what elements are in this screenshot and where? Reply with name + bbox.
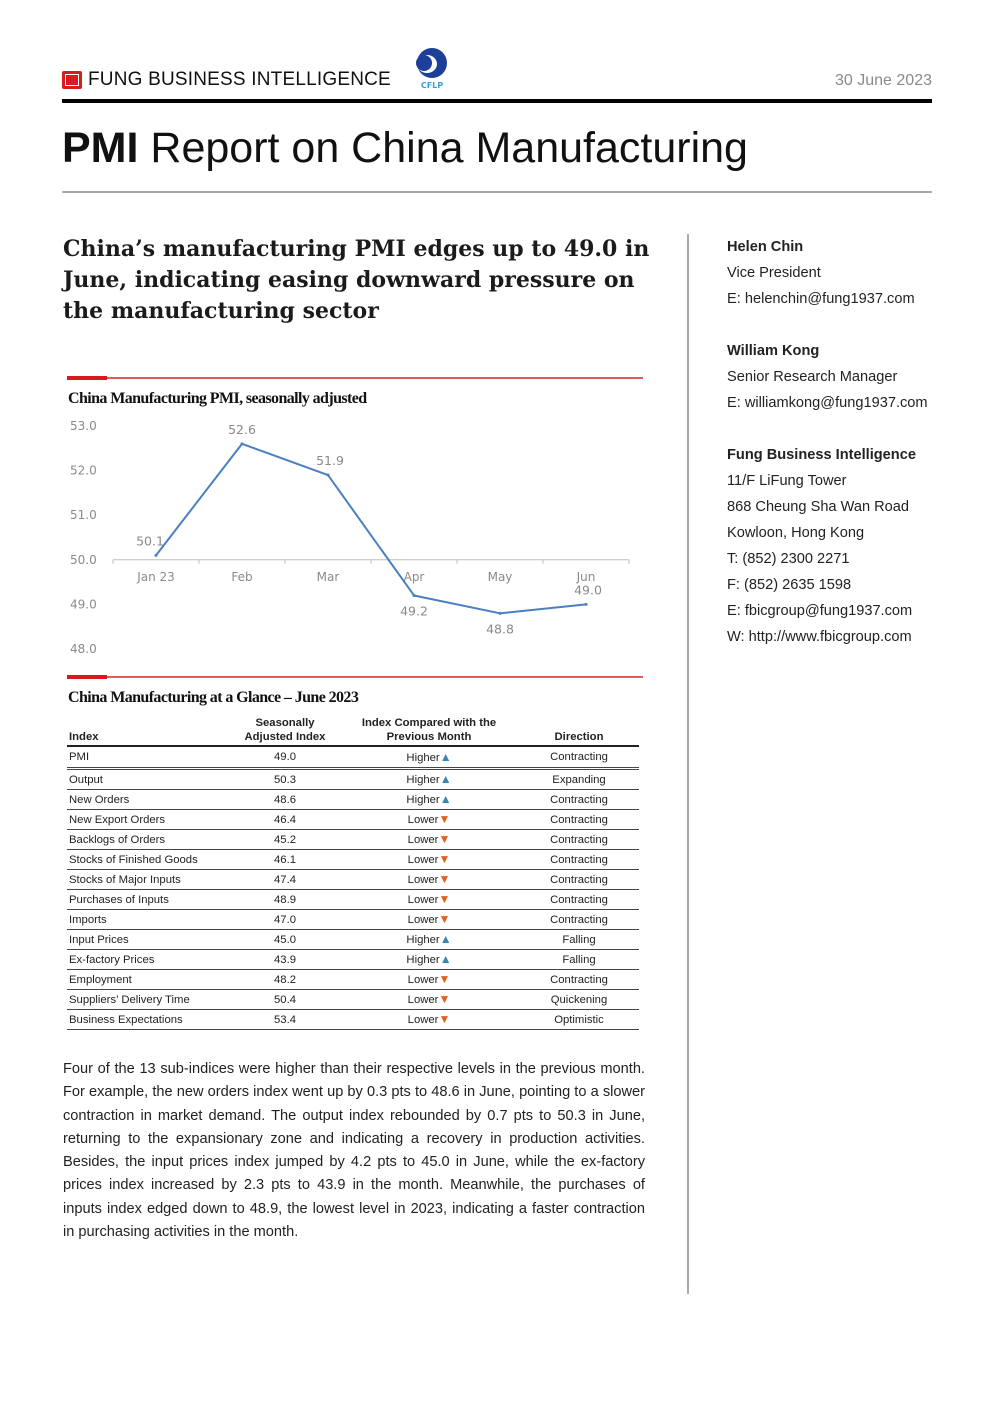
row-index-name: Input Prices — [67, 930, 231, 950]
row-direction: Contracting — [519, 870, 639, 890]
table-row — [67, 769, 639, 790]
contact-name: Fung Business Intelligence — [727, 447, 916, 463]
pmi-series — [136, 422, 602, 636]
data-label: 52.6 — [228, 421, 256, 437]
table-header-row — [67, 716, 639, 746]
arrow-up-icon: ▲ — [439, 749, 452, 764]
arrow-up-icon: ▲ — [439, 792, 452, 806]
data-label: 49.0 — [574, 582, 602, 598]
data-point — [499, 612, 502, 615]
contact-line: E: helenchin@fung1937.com — [727, 291, 915, 307]
data-point — [241, 442, 244, 445]
pmi-glance-table — [67, 716, 639, 1030]
row-direction: Expanding — [519, 769, 639, 790]
row-index-name: Ex-factory Prices — [67, 950, 231, 970]
contact-line: E: williamkong@fung1937.com — [727, 395, 928, 411]
row-value: 50.4 — [231, 990, 339, 1010]
contact-name: Helen Chin — [727, 239, 804, 255]
row-value: 47.4 — [231, 870, 339, 890]
col-compare-header-line2: Previous Month — [386, 731, 472, 743]
row-direction: Falling — [519, 930, 639, 950]
row-value: 46.1 — [231, 850, 339, 870]
row-compare — [339, 970, 519, 990]
row-index-name: Purchases of Inputs — [67, 890, 231, 910]
row-compare — [339, 850, 519, 870]
row-value: 48.9 — [231, 890, 339, 910]
row-direction: Contracting — [519, 970, 639, 990]
col-compare-header — [339, 716, 519, 746]
pmi-line-chart — [66, 415, 646, 670]
x-tick-label: Apr — [403, 569, 425, 584]
table-row — [67, 990, 639, 1010]
row-index-name: Stocks of Finished Goods — [67, 850, 231, 870]
row-direction: Contracting — [519, 850, 639, 870]
row-index-name: Imports — [67, 910, 231, 930]
row-compare-text: Higher — [406, 934, 440, 946]
row-compare — [339, 830, 519, 850]
row-index-name: New Export Orders — [67, 810, 231, 830]
row-index-name: Employment — [67, 970, 231, 990]
col-sa-header-line2: Adjusted Index — [244, 731, 326, 743]
arrow-down-icon: ▼ — [438, 992, 451, 1006]
data-label: 51.9 — [316, 453, 344, 469]
col-sa-header-line1: Seasonally — [255, 717, 315, 729]
y-tick-label: 53.0 — [70, 419, 97, 433]
x-tick-label: Mar — [316, 569, 340, 584]
page-title — [62, 124, 748, 173]
row-compare — [339, 746, 519, 769]
row-index-name: Output — [67, 769, 231, 790]
row-direction: Contracting — [519, 810, 639, 830]
table-row — [67, 850, 639, 870]
table-row — [67, 930, 639, 950]
table-row — [67, 830, 639, 850]
contact-line: Vice President — [727, 265, 821, 281]
header-rule — [62, 99, 932, 103]
row-compare-text: Lower — [407, 814, 439, 826]
arrow-up-icon: ▲ — [439, 772, 452, 786]
page-title-bold: PMI — [62, 124, 139, 172]
row-compare-text: Lower — [407, 874, 439, 886]
row-compare-text: Higher — [406, 954, 440, 966]
row-compare — [339, 810, 519, 830]
x-tick-label: Feb — [231, 569, 253, 584]
fung-logo-icon — [62, 71, 82, 89]
title-rule — [62, 191, 932, 193]
table-row — [67, 1010, 639, 1030]
row-index-name: Business Expectations — [67, 1010, 231, 1030]
arrow-down-icon: ▼ — [438, 812, 451, 826]
row-compare-text: Higher — [406, 751, 440, 764]
chart-section-accent — [67, 376, 107, 380]
arrow-up-icon: ▲ — [439, 932, 452, 946]
row-value: 50.3 — [231, 769, 339, 790]
pmi-series-line — [156, 444, 586, 613]
y-tick-label: 50.0 — [70, 552, 97, 567]
row-compare — [339, 1010, 519, 1030]
column-divider — [687, 234, 689, 1294]
data-point — [327, 474, 330, 477]
row-compare-text: Lower — [407, 974, 439, 986]
x-tick-label: Jan 23 — [137, 569, 175, 584]
row-index-name: New Orders — [67, 790, 231, 810]
row-direction: Falling — [519, 950, 639, 970]
row-value: 48.2 — [231, 970, 339, 990]
arrow-down-icon: ▼ — [438, 892, 451, 906]
table-row — [67, 910, 639, 930]
row-index-name: Stocks of Major Inputs — [67, 870, 231, 890]
contact-line: F: (852) 2635 1598 — [727, 577, 852, 593]
x-tick-label: Jun — [576, 569, 596, 584]
contact-panel — [727, 234, 967, 676]
row-direction: Quickening — [519, 990, 639, 1010]
table-section-rule — [67, 676, 643, 678]
arrow-down-icon: ▼ — [438, 972, 451, 986]
row-value: 45.2 — [231, 830, 339, 850]
y-tick-label: 48.0 — [70, 642, 97, 656]
row-direction: Contracting — [519, 910, 639, 930]
chart-title: China Manufacturing PMI, seasonally adjusted — [68, 390, 367, 407]
y-tick-label: 49.0 — [70, 597, 97, 612]
contact-line: W: http://www.fbicgroup.com — [727, 629, 912, 645]
contact-line: Senior Research Manager — [727, 369, 898, 385]
row-compare — [339, 890, 519, 910]
row-compare — [339, 910, 519, 930]
row-compare — [339, 870, 519, 890]
arrow-down-icon: ▼ — [438, 1012, 451, 1026]
col-index-header: Index — [67, 716, 231, 746]
row-direction: Contracting — [519, 790, 639, 810]
table-row — [67, 790, 639, 810]
row-compare — [339, 950, 519, 970]
contact-group — [727, 338, 967, 416]
row-value: 46.4 — [231, 810, 339, 830]
row-direction: Contracting — [519, 890, 639, 910]
row-index-name: PMI — [67, 746, 231, 769]
x-axis — [113, 560, 629, 584]
contact-line: 11/F LiFung Tower — [727, 473, 847, 489]
cflp-logo-text: CFLP — [420, 81, 444, 90]
row-compare-text: Higher — [406, 774, 440, 786]
contact-name: William Kong — [727, 343, 820, 359]
row-value: 53.4 — [231, 1010, 339, 1030]
row-index-name: Backlogs of Orders — [67, 830, 231, 850]
data-label: 48.8 — [486, 621, 514, 637]
row-value: 47.0 — [231, 910, 339, 930]
row-value: 48.6 — [231, 790, 339, 810]
row-direction: Contracting — [519, 830, 639, 850]
contact-line: Kowloon, Hong Kong — [727, 525, 865, 541]
row-compare — [339, 990, 519, 1010]
data-point — [585, 603, 588, 606]
row-compare-text: Lower — [407, 894, 439, 906]
row-compare-text: Lower — [407, 994, 439, 1006]
body-paragraph: Four of the 13 sub-indices were higher than their respective levels in the previous month. For example, the new orders index went up by 0.3 pts to 48.6 in June, pointing to a slower contraction in market demand. The output index rebounded by 0.7 pts to 50.3 in June, returning to the expansionary zone and indicating a recovery in production activities. Besides, the input prices index jumped by 4.2 pts to 45.0 in June, while the ex-factory prices index increased by 2.3 pts to 43.9 in the month. Meanwhile, the purchases of inputs index edged down to 48.9, the lowest level in 2023, indicating a faster contraction in purchasing activities in the month. — [63, 1061, 645, 1241]
table-row — [67, 870, 639, 890]
chart-section-rule — [67, 377, 643, 379]
row-compare — [339, 930, 519, 950]
data-point — [155, 554, 158, 557]
cflp-logo — [410, 46, 454, 90]
row-value: 43.9 — [231, 950, 339, 970]
arrow-down-icon: ▼ — [438, 852, 451, 866]
col-compare-header-line1: Index Compared with the — [361, 717, 497, 729]
contact-line: T: (852) 2300 2271 — [727, 551, 850, 567]
data-label: 49.2 — [400, 603, 428, 619]
table-title: China Manufacturing at a Glance – June 2023 — [68, 689, 359, 706]
arrow-up-icon: ▲ — [439, 952, 452, 966]
page-title-rest: Report on China Manufacturing — [138, 124, 748, 172]
row-compare — [339, 790, 519, 810]
report-date: 30 June 2023 — [835, 72, 932, 89]
row-value: 45.0 — [231, 930, 339, 950]
contact-line: 868 Cheung Sha Wan Road — [727, 499, 910, 515]
y-tick-label: 51.0 — [70, 508, 97, 523]
arrow-down-icon: ▼ — [438, 912, 451, 926]
row-compare-text: Lower — [407, 914, 439, 926]
row-compare-text: Lower — [407, 854, 439, 866]
y-axis-ticks — [70, 419, 97, 656]
data-label: 50.1 — [136, 533, 164, 549]
y-tick-label: 52.0 — [70, 463, 97, 478]
data-point — [413, 594, 416, 597]
contact-group — [727, 442, 967, 650]
row-compare-text: Lower — [407, 834, 439, 846]
col-sa-header — [231, 716, 339, 746]
brand-name: FUNG BUSINESS INTELLIGENCE — [88, 69, 391, 90]
x-tick-label: May — [487, 569, 513, 584]
row-value: 49.0 — [231, 746, 339, 769]
table-row — [67, 810, 639, 830]
headline: China’s manufacturing PMI edges up to 49.0 in June, indicating easing downward pressure on the manufacturing sector — [63, 236, 650, 324]
table-row — [67, 890, 639, 910]
arrow-down-icon: ▼ — [438, 832, 451, 846]
col-direction-header: Direction — [519, 716, 639, 746]
row-compare — [339, 769, 519, 790]
table-row — [67, 746, 639, 769]
table-row — [67, 950, 639, 970]
row-direction: Contracting — [519, 746, 639, 769]
table-row — [67, 970, 639, 990]
row-compare-text: Higher — [406, 794, 440, 806]
contact-line: E: fbicgroup@fung1937.com — [727, 603, 913, 619]
row-compare-text: Lower — [407, 1014, 439, 1026]
arrow-down-icon: ▼ — [438, 872, 451, 886]
contact-group — [727, 234, 967, 312]
row-direction: Optimistic — [519, 1010, 639, 1030]
table-section-accent — [67, 675, 107, 679]
row-index-name: Suppliers’ Delivery Time — [67, 990, 231, 1010]
